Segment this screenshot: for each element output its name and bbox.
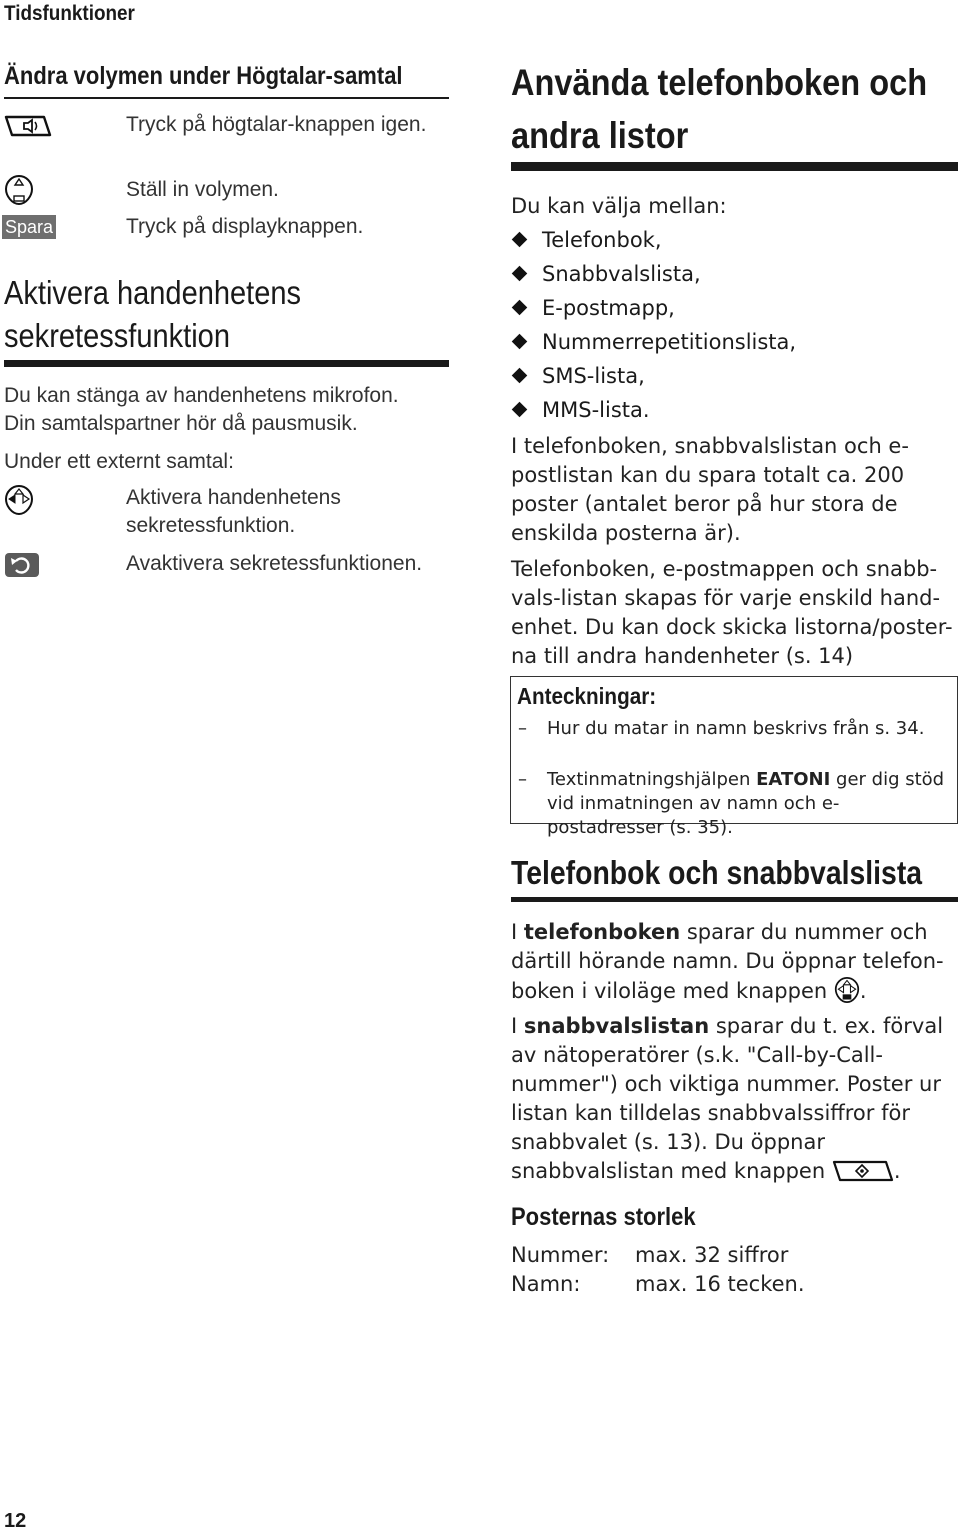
section-header: Tidsfunktioner bbox=[4, 2, 135, 25]
size-row-number: Nummer: max. 32 siffror bbox=[511, 1243, 789, 1267]
spara-softkey[interactable]: Spara bbox=[2, 215, 56, 239]
main-title-line1: Använda telefonboken och bbox=[511, 62, 928, 103]
privacy-para-2: Under ett externt samtal: bbox=[4, 450, 234, 473]
volume-title-rule bbox=[4, 97, 449, 99]
main-title-rule bbox=[511, 162, 958, 171]
phonebook-para-1: I telefonboken sparar du nummer och därtill hörande namn. Du öppnar telefon-boken i viloläge med knappen . bbox=[511, 918, 956, 1012]
speaker-key-icon bbox=[4, 113, 52, 143]
phonebook-title: Telefonbok och snabbvalslista bbox=[511, 854, 923, 891]
volume-title: Ändra volymen under Högtalar-samtal bbox=[4, 62, 403, 90]
back-key-icon bbox=[4, 552, 40, 582]
notes-box bbox=[510, 676, 958, 838]
size-title: Posternas storlek bbox=[511, 1203, 696, 1231]
volume-step-3-text: Tryck på displayknappen. bbox=[126, 215, 364, 238]
nav-key-down-icon bbox=[834, 976, 860, 1012]
list-item: MMS-lista. bbox=[511, 393, 951, 427]
privacy-title-line2: sekretessfunktion bbox=[4, 317, 230, 354]
phonebook-para-2: I snabbvalslistan sparar du t. ex. förval av nätoperatörer (s.k. "Call-by-Call-nummer") och viktiga nummer. Poster ur listan kan tilldelas snabbvalssiffror för snabbvalet (s. 13). Du öppnar snabbvalslistan med knappen . bbox=[511, 1012, 958, 1192]
privacy-title-rule bbox=[4, 360, 449, 367]
size-row-name: Namn: max. 16 tecken. bbox=[511, 1272, 805, 1296]
list-item: Telefonbok, bbox=[511, 223, 951, 257]
lists-para-1: I telefonboken, snabbvalslistan och e-postlistan kan du spara totalt ca. 200 poster (antalet beror på hur stora de enskilda posterna är). bbox=[511, 434, 909, 545]
list-item: Nummerrepetitionslista, bbox=[511, 325, 951, 359]
privacy-para-1-line2: Din samtalspartner hör då pausmusik. bbox=[4, 412, 358, 435]
list-item: E-postmapp, bbox=[511, 291, 951, 325]
list-item: Snabbvalslista, bbox=[511, 257, 951, 291]
list-item: SMS-lista, bbox=[511, 359, 951, 393]
privacy-title-line1: Aktivera handenhetens bbox=[4, 274, 302, 311]
note-item-1: – Hur du matar in namn beskrivs från s. 34. bbox=[518, 718, 925, 739]
volume-step-1-text: Tryck på högtalar-knappen igen. bbox=[126, 113, 427, 136]
privacy-step-1-text: Aktivera handenhetens sekretessfunktion. bbox=[126, 486, 341, 537]
lists-intro: Du kan välja mellan: bbox=[511, 194, 727, 218]
lists-bullets bbox=[511, 223, 951, 427]
volume-step-2-text: Ställ in volymen. bbox=[126, 178, 279, 201]
phonebook-title-rule bbox=[511, 897, 958, 902]
page-number: 12 bbox=[4, 1510, 27, 1532]
notes-title: Anteckningar: bbox=[517, 683, 657, 709]
lists-para-2: Telefonboken, e-postmappen och snabb-vals-listan skapas för varje enskild hand-enhet. Du kan dock skicka listorna/poster-na till andra handenheter (s. 14) bbox=[511, 557, 953, 668]
note-item-2: – Textinmatningshjälpen EATONI ger dig stöd vid inmatningen av namn och e-postadresser (s. 35). bbox=[518, 769, 945, 838]
nav-key-icon bbox=[4, 174, 34, 210]
nav-key-left-icon bbox=[4, 484, 34, 520]
privacy-step-2-text: Avaktivera sekretessfunktionen. bbox=[126, 552, 423, 575]
speed-dial-key-icon bbox=[832, 1158, 894, 1192]
main-title-line2: andra listor bbox=[511, 115, 689, 156]
privacy-para-1-line1: Du kan stänga av handenhetens mikrofon. bbox=[4, 384, 399, 407]
